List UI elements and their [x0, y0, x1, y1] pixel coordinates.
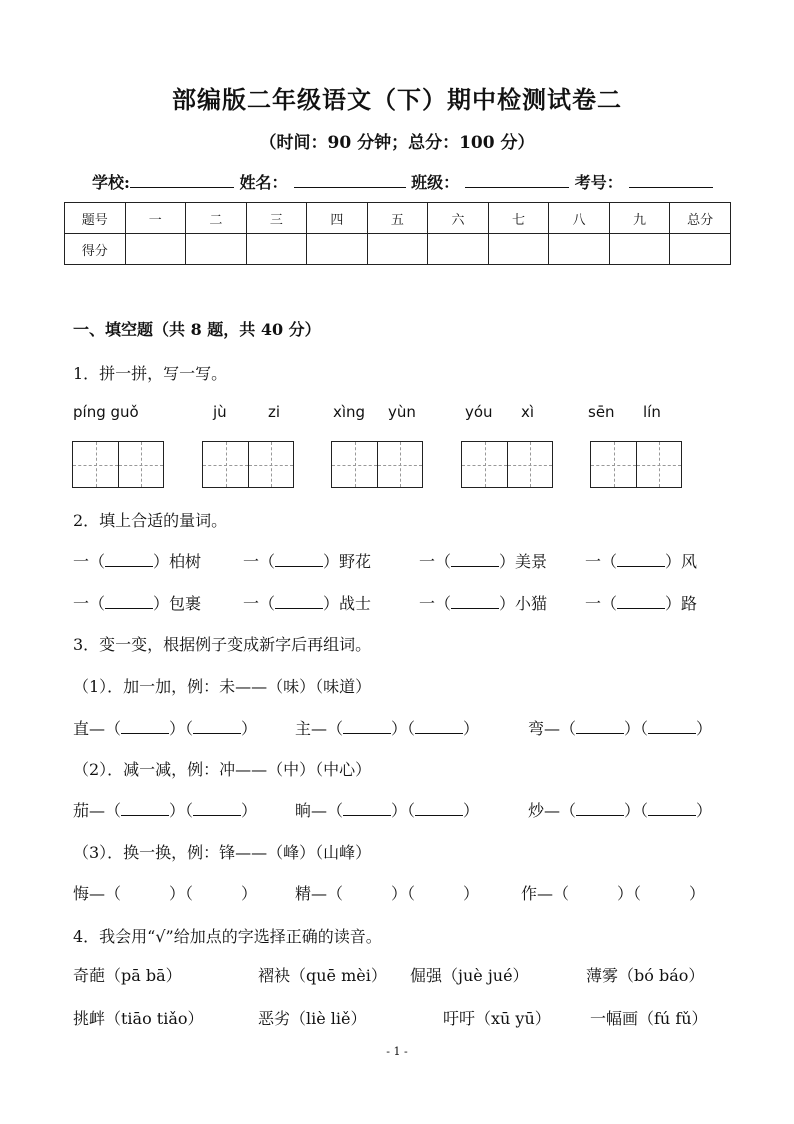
class-blank[interactable] [465, 172, 569, 188]
tian-grid-group [590, 441, 682, 488]
score-header-cell: 九 [609, 203, 670, 234]
question-1-title: 1．拼一拼，写一写。 [73, 364, 228, 383]
char-prefix: 炒—（ [528, 801, 577, 820]
answer-blank[interactable] [415, 801, 463, 816]
pronunciation-choice[interactable]: 恶劣（liè liě） [258, 1009, 367, 1028]
question-4-title: 4．我会用“√”给加点的字选择正确的读音。 [73, 927, 382, 946]
score-label-cell: 得分 [65, 234, 126, 265]
pinyin-label: píng guǒ [73, 403, 139, 421]
score-input-cell[interactable] [488, 234, 549, 265]
measure-word-prefix: 一（ [419, 552, 452, 571]
char-prefix: 弯—（ [528, 719, 577, 738]
paren-close: ） [241, 801, 258, 820]
answer-blank[interactable] [121, 885, 169, 899]
tian-grid-cell[interactable] [377, 442, 422, 487]
char-prefix: 悔—（ [73, 884, 122, 903]
paren-separator: ）（ [624, 801, 649, 820]
char-prefix: 茄—（ [73, 801, 122, 820]
measure-word-prefix: 一（ [243, 594, 276, 613]
score-header-cell: 六 [428, 203, 489, 234]
answer-blank[interactable] [415, 885, 463, 899]
name-label: 姓名： [239, 173, 288, 192]
school-blank[interactable] [130, 172, 234, 188]
score-header-cell: 八 [549, 203, 610, 234]
pinyin-label: sēn [588, 403, 615, 421]
paren-separator: ）（ [391, 801, 416, 820]
question-3-part-3: （3）．换一换，例：锋——（峰）（山峰） [73, 843, 372, 862]
answer-blank[interactable] [451, 594, 499, 609]
tian-grid-group [331, 441, 423, 488]
measure-word-prefix: 一（ [73, 594, 106, 613]
tian-grid-cell[interactable] [332, 442, 377, 487]
measure-word-noun: ）包裹 [153, 594, 202, 613]
pronunciation-choice[interactable]: 薄雾（bó báo） [586, 966, 705, 985]
answer-blank[interactable] [569, 885, 617, 899]
pinyin-label: yóu [465, 403, 493, 421]
pinyin-label: lín [643, 403, 661, 421]
score-header-cell: 总分 [670, 203, 731, 234]
question-2-title: 2．填上合适的量词。 [73, 511, 228, 530]
measure-word-noun: ）路 [665, 594, 698, 613]
answer-blank[interactable] [105, 594, 153, 609]
pinyin-label: xìng [333, 403, 366, 421]
char-prefix: 作—（ [521, 884, 570, 903]
answer-blank[interactable] [576, 719, 624, 734]
paren-close: ） [689, 884, 706, 903]
pronunciation-choice[interactable]: 奇葩（pā bā） [73, 966, 182, 985]
paren-separator: ）（ [169, 719, 194, 738]
class-label: 班级： [411, 173, 460, 192]
paren-close: ） [463, 884, 480, 903]
measure-word-noun: ）风 [665, 552, 698, 571]
answer-blank[interactable] [648, 801, 696, 816]
answer-blank[interactable] [641, 885, 689, 899]
tian-grid-cell[interactable] [462, 442, 507, 487]
measure-word-noun: ）柏树 [153, 552, 202, 571]
answer-blank[interactable] [617, 552, 665, 567]
exam-number-label: 考号： [574, 173, 623, 192]
pinyin-label: xì [521, 403, 535, 421]
answer-blank[interactable] [121, 719, 169, 734]
section-heading: 一、填空题（共 8 题，共 40 分） [73, 320, 321, 339]
pinyin-label: yùn [388, 403, 416, 421]
tian-grid-cell[interactable] [248, 442, 293, 487]
score-header-cell: 四 [307, 203, 368, 234]
char-prefix: 晌—（ [295, 801, 344, 820]
paren-close: ） [696, 719, 713, 738]
pinyin-label: zi [268, 403, 281, 421]
score-header-cell: 五 [367, 203, 428, 234]
score-input-cell[interactable] [428, 234, 489, 265]
answer-blank[interactable] [121, 801, 169, 816]
page-subtitle: （时间：90 分钟；总分：100 分） [259, 133, 535, 153]
score-input-cell[interactable] [549, 234, 610, 265]
score-header-cell: 七 [488, 203, 549, 234]
paren-separator: ）（ [624, 719, 649, 738]
page-number: - 1 - [386, 1045, 408, 1058]
measure-word-prefix: 一（ [243, 552, 276, 571]
measure-word-prefix: 一（ [73, 552, 106, 571]
measure-word-noun: ）战士 [323, 594, 372, 613]
student-info-line [92, 170, 712, 193]
score-header-cell: 三 [246, 203, 307, 234]
tian-grid-cell[interactable] [636, 442, 681, 487]
answer-blank[interactable] [193, 801, 241, 816]
tian-grid-cell[interactable] [73, 442, 118, 487]
tian-grid-group [202, 441, 294, 488]
pronunciation-choice[interactable]: 一幅画（fú fǔ） [590, 1009, 708, 1028]
pronunciation-choice[interactable]: 挑衅（tiāo tiǎo） [73, 1009, 204, 1028]
char-prefix: 精—（ [295, 884, 344, 903]
char-prefix: 主—（ [295, 719, 344, 738]
char-prefix: 直—（ [73, 719, 122, 738]
measure-word-prefix: 一（ [585, 552, 618, 571]
tian-grid-cell[interactable] [203, 442, 248, 487]
paren-separator: ）（ [391, 884, 416, 903]
score-header-cell: 二 [186, 203, 247, 234]
paren-close: ） [463, 719, 480, 738]
question-3-part-1: （1）．加一加，例：未——（味）（味道） [73, 677, 372, 696]
question-3-part-2: （2）．减一减，例：冲——（中）（中心） [73, 760, 372, 779]
score-input-cell[interactable] [670, 234, 731, 265]
score-table [64, 202, 731, 265]
tian-grid-cell[interactable] [507, 442, 552, 487]
school-label: 学校: [92, 173, 130, 192]
paren-close: ） [463, 801, 480, 820]
tian-grid-group [72, 441, 164, 488]
score-input-cell[interactable] [246, 234, 307, 265]
measure-word-noun: ）美景 [499, 552, 548, 571]
answer-blank[interactable] [576, 801, 624, 816]
answer-blank[interactable] [343, 801, 391, 816]
answer-blank[interactable] [343, 885, 391, 899]
pronunciation-choice[interactable]: 吁吁（xū yū） [443, 1009, 551, 1028]
measure-word-prefix: 一（ [585, 594, 618, 613]
pinyin-label: jù [213, 403, 227, 421]
pronunciation-choice[interactable]: 倔强（juè jué） [410, 966, 529, 985]
exam-number-blank[interactable] [629, 172, 713, 188]
score-input-cell[interactable] [125, 234, 186, 265]
answer-blank[interactable] [105, 552, 153, 567]
pronunciation-choice[interactable]: 褶袂（quē mèi） [258, 966, 387, 985]
name-blank[interactable] [294, 172, 406, 188]
question-3-title: 3．变一变，根据例子变成新字后再组词。 [73, 635, 372, 654]
measure-word-noun: ）野花 [323, 552, 372, 571]
answer-blank[interactable] [343, 719, 391, 734]
paren-close: ） [696, 801, 713, 820]
score-table-score-row [65, 234, 731, 265]
paren-separator: ）（ [169, 884, 194, 903]
answer-blank[interactable] [451, 552, 499, 567]
answer-blank[interactable] [415, 719, 463, 734]
score-input-cell[interactable] [186, 234, 247, 265]
answer-blank[interactable] [648, 719, 696, 734]
score-header-cell: 题号 [65, 203, 126, 234]
page-title: 部编版二年级语文（下）期中检测试卷二 [172, 85, 622, 114]
score-table-header-row [65, 203, 731, 234]
paren-separator: ）（ [391, 719, 416, 738]
score-input-cell[interactable] [307, 234, 368, 265]
answer-blank[interactable] [193, 885, 241, 899]
paren-close: ） [241, 719, 258, 738]
score-input-cell[interactable] [609, 234, 670, 265]
answer-blank[interactable] [275, 552, 323, 567]
score-input-cell[interactable] [367, 234, 428, 265]
measure-word-prefix: 一（ [419, 594, 452, 613]
tian-grid-group [461, 441, 553, 488]
answer-blank[interactable] [275, 594, 323, 609]
answer-blank[interactable] [193, 719, 241, 734]
paren-close: ） [241, 884, 258, 903]
score-header-cell: 一 [125, 203, 186, 234]
tian-grid-cell[interactable] [591, 442, 636, 487]
answer-blank[interactable] [617, 594, 665, 609]
measure-word-noun: ）小猫 [499, 594, 548, 613]
tian-grid-cell[interactable] [118, 442, 163, 487]
paren-separator: ）（ [169, 801, 194, 820]
paren-separator: ）（ [617, 884, 642, 903]
